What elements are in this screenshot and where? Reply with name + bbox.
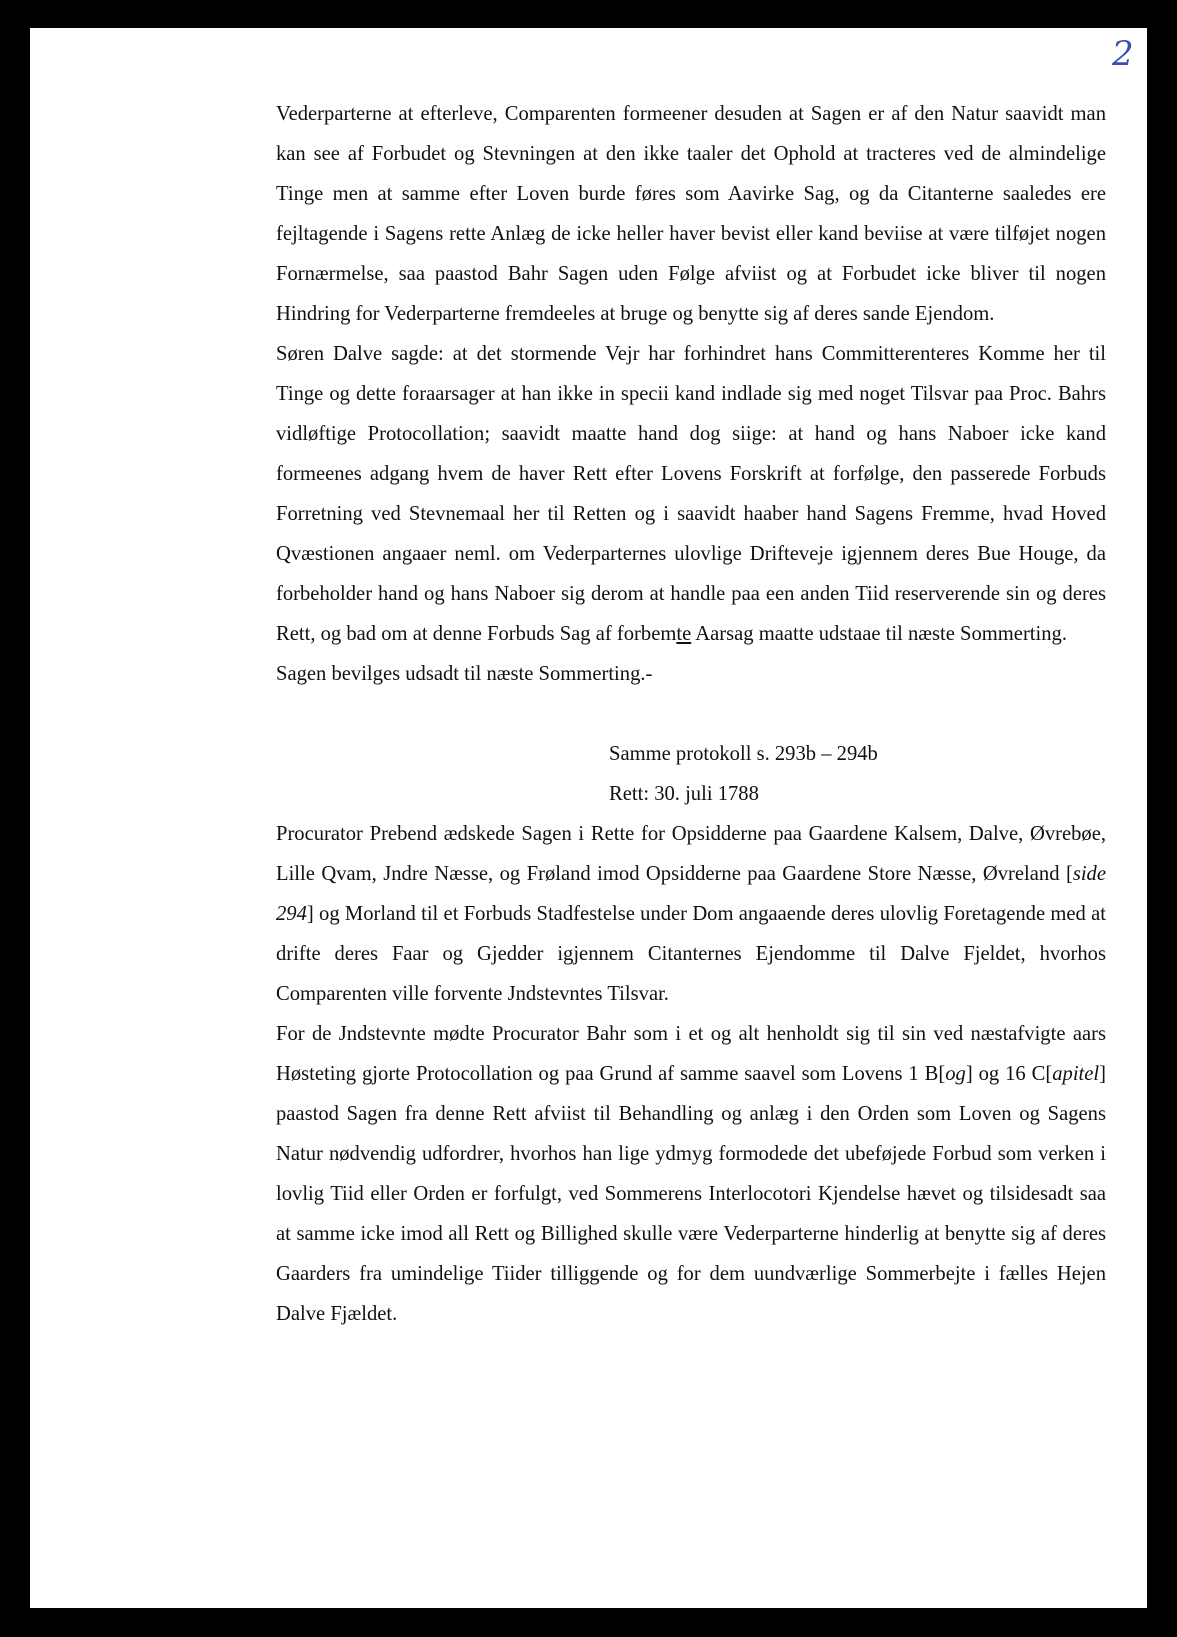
expansion-apitel: apitel (1052, 1063, 1100, 1085)
paragraph-bahr-response (276, 1014, 1106, 1334)
paragraph-bahr-end: ] paastod Sagen fra denne Rett afviist til Behandling og anlæg i den Orden som Loven og Sagens Natur nødvendig udfordrer, hvorhos han lige ydmyg formodede det ubeføjede Forbud som verken i lovlig Tiid eller Orden er forfulgt, ved Sommerens Interlocotori Kjendelse hævet og tilsidesadt saa at samme icke imod all Rett og Billighed skulle være Vederparterne hinderlig at benytte sig af deres Gaarders fra umindelige Tiider tilliggende og for dem uundværlige Sommerbejte i fælles Hejen Dalve Fjældet. (276, 1063, 1106, 1325)
paragraph-soren-dalve (276, 334, 1106, 654)
abbreviation-superscript: te (676, 623, 692, 645)
paragraph-prebend-text: Procurator Prebend ædskede Sagen i Rette for Opsidderne paa Gaardene Kalsem, Dalve, Øvrebøe, Lille Qvam, Jndre Næsse, og Frøland imod Opsidderne paa Gaardene Store Næsse, Øvreland [ (276, 823, 1106, 885)
document-page (30, 28, 1147, 1608)
section-spacer (276, 694, 1106, 734)
paragraph-prebend-claim (276, 814, 1106, 1014)
paragraph-soren-dalve-end: Aarsag maatte udstaae til næste Sommerting. (691, 623, 1067, 645)
paragraph-bahr-claim: Vederparterne at efterleve, Comparenten formeener desuden at Sagen er af den Natur saavidt man kan see af Forbudet og Stevningen at den ikke taaler det Ophold at tracteres ved de almindelige Tinge men at samme efter Loven burde føres som Aavirke Sag, og da Citanterne saaledes ere fejltagende i Sagens rette Anlæg de icke heller haver bevist eller kand beviise at være tilføjet nogen Fornærmelse, saa paastod Bahr Sagen uden Følge afviist og at Forbudet icke bliver til nogen Hindring for Vederparterne fremdeeles at bruge og benytte sig af deres sande Ejendom. (276, 103, 1106, 325)
transcription-body (276, 94, 1106, 1334)
handwritten-page-number: 2 (1112, 34, 1134, 74)
paragraph-soren-dalve-text: Søren Dalve sagde: at det stormende Vejr har forhindret hans Committerenteres Komme her til Tinge og dette foraarsager at han ikke in specii kand indlade sig med noget Tilsvar paa Proc. Bahrs vidløftige Protocollation; saavidt maatte hand dog siige: at hand og hans Naboer icke kand formeenes adgang hvem de haver Rett efter Lovens Forskrift at forfølge, den passerede Forbuds Forretning ved Stevnemaal her til Retten og i saavidt haaber hand Sagens Fremme, hvad Hoved Qvæstionen angaaer neml. om Vederparternes ulovlige Drifteveje igjennem deres Bue Houge, da forbeholder hand og hans Naboer sig derom at handle paa een anden Tiid reserverende sin og deres Rett, og bad om at denne Forbuds Sag af forbem (276, 343, 1106, 645)
paragraph-bahr-text: For de Jndstevnte mødte Procurator Bahr som i et og alt henholdt sig til sin ved næstafvigte aars Høsteting gjorte Protocollation og paa Grund af samme saavel som Lovens 1 B[ (276, 1023, 1106, 1085)
source-reference-protocol: Samme protokoll s. 293b – 294b (609, 743, 878, 765)
source-reference-date: Rett: 30. juli 1788 (609, 783, 759, 805)
page-marker: side 294 (276, 863, 1106, 925)
paragraph-ruling: Sagen bevilges udsadt til næste Sommerting.- (276, 663, 653, 685)
expansion-og: og (945, 1063, 966, 1085)
paragraph-bahr-mid: ] og 16 C[ (965, 1063, 1053, 1085)
paragraph-prebend-end: ] og Morland til et Forbuds Stadfestelse under Dom angaaende deres ulovlig Foretagende med at drifte deres Faar og Gjedder igjennem Citanternes Ejendomme til Dalve Fjeldet, hvorhos Comparenten ville forvente Jndstevntes Tilsvar. (276, 903, 1106, 1005)
